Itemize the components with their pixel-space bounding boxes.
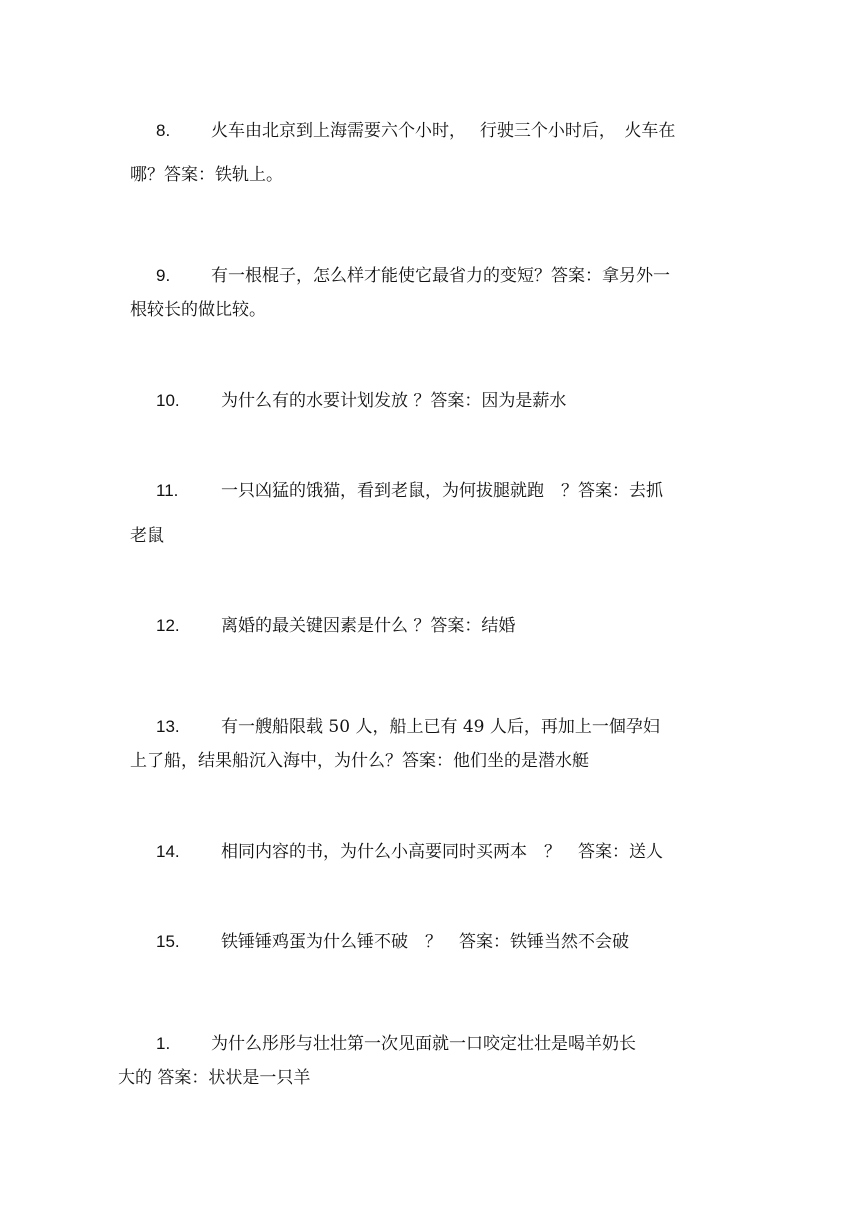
question-line: 有一根棍子，怎么样才能使它最省力的变短？答案：拿另外一 (211, 266, 670, 286)
item-number: 13. (156, 717, 180, 736)
answer-line: 哪？答案：铁轨上。 (130, 165, 283, 185)
question-line: 一只凶猛的饿猫，看到老鼠，为何拔腿就跑 ？答案：去抓 (221, 481, 663, 501)
item-number: 12. (156, 616, 180, 635)
item-number: 14. (156, 842, 180, 861)
answer-line: 老鼠 (130, 526, 164, 546)
question-line: 火车由北京到上海需要六个小时， 行驶三个小时后， 火车在 (211, 121, 676, 141)
answer-line: 根较长的做比较。 (130, 300, 266, 320)
question-line: 铁锤锤鸡蛋为什么锤不破 ？ 答案：铁锤当然不会破 (221, 932, 629, 952)
answer-line: 大的 答案：状状是一只羊 (118, 1068, 311, 1088)
item-number: 9. (156, 266, 171, 285)
item-number: 15. (156, 932, 180, 951)
item-number: 11. (156, 481, 179, 500)
item-number: 10. (156, 391, 180, 410)
question-line: 离婚的最关键因素是什么 ？答案：结婚 (221, 616, 516, 636)
question-line: 有一艘船限载 50 人，船上已有 49 人后，再加上一個孕妇 (221, 717, 660, 737)
question-line: 为什么有的水要计划发放 ？答案：因为是薪水 (221, 391, 567, 411)
item-number: 8. (156, 121, 171, 140)
question-line: 相同内容的书，为什么小高要同时买两本 ？ 答案：送人 (221, 842, 663, 862)
item-number: 1. (156, 1034, 171, 1053)
question-line: 为什么彤彤与壮壮第一次见面就一口咬定壮壮是喝羊奶长 (211, 1034, 636, 1054)
answer-line: 上了船，结果船沉入海中，为什么？答案：他们坐的是潜水艇 (130, 751, 589, 771)
